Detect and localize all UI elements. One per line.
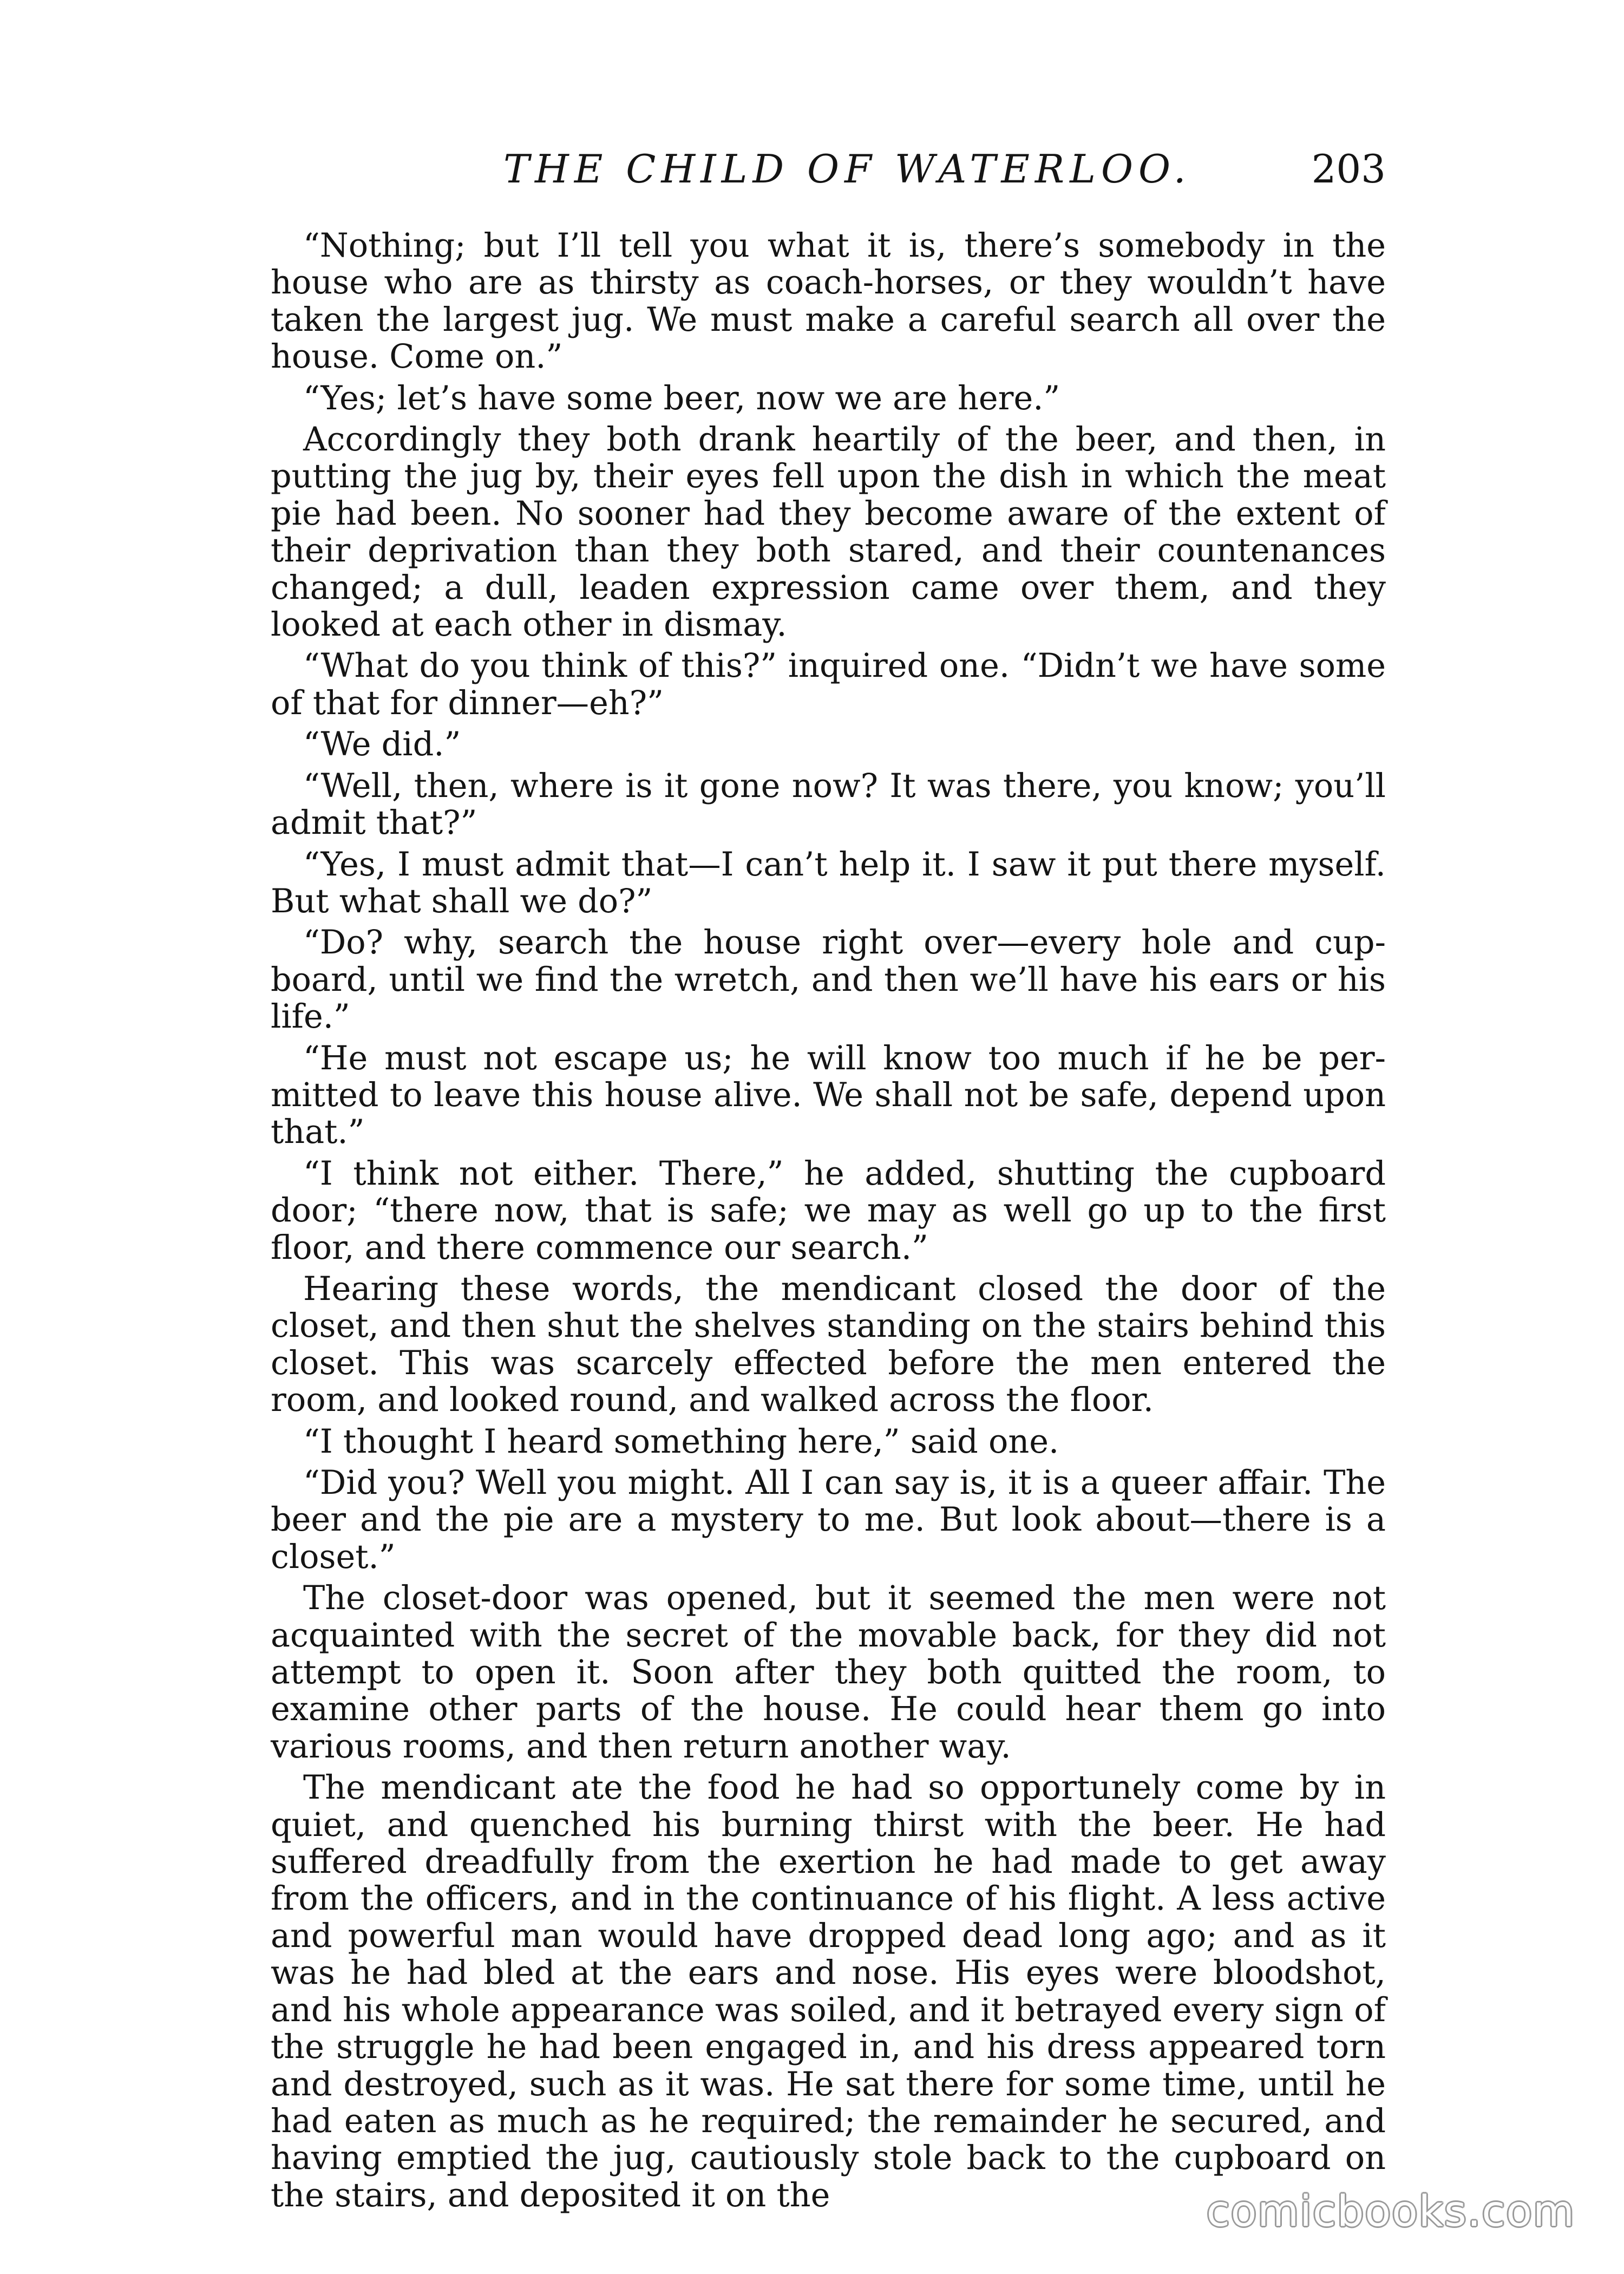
paragraph-5: “We did.” xyxy=(303,726,461,764)
paragraph-11: Hearing these words, the mendicant closed the door of the closet, and then shut the shelves standing on the stairs behind this closet. This was scarcely effected before the men entered the room, and looked round, and walked across the floor. xyxy=(271,1270,1386,1420)
running-title: THE CHILD OF WATERLOO. xyxy=(503,146,1191,192)
paragraph-12: “I thought I heard something here,” said one. xyxy=(303,1422,1059,1461)
paragraph-7: “Yes, I must admit that—I can’t help it. I saw it put there myself. But what shall we do?” xyxy=(271,845,1386,920)
paragraph-9: “He must not escape us; he will know too much if he be permitted to leave this house alive. We shall not be safe, depend upon that.” xyxy=(271,1039,1386,1152)
paragraph-1: “Nothing; but I’ll tell you what it is, there’s somebody in the house who are as thirsty as coach-horses, or they wouldn’t have taken the largest jug. We must make a careful search all over the house. Come on.” xyxy=(271,227,1386,376)
page-number: 203 xyxy=(1311,146,1386,192)
paragraph-3: Accordingly they both drank heartily of the beer, and then, in putting the jug by, their eyes fell upon the dish in which the meat pie had been. No sooner had they become aware of the extent of their deprivation than they both stared, and their countenances changed; a dull, leaden expression came over them, and they looked at each other in dismay. xyxy=(271,421,1386,644)
body-text xyxy=(271,227,1386,2214)
paragraph-13: “Did you? Well you might. All I can say is, it is a queer affair. The beer and the pie are a mystery to me. But look about—there is a closet.” xyxy=(271,1464,1386,1576)
paragraph-2: “Yes; let’s have some beer, now we are here.” xyxy=(303,379,1060,417)
paragraph-10: “I think not either. There,” he added, shutting the cupboard door; “there now, that is safe; we may as well go up to the first floor, and there commence our search.” xyxy=(271,1154,1386,1267)
running-head xyxy=(271,146,1386,195)
paragraph-14: The closet-door was opened, but it seemed the men were not acquainted with the secret of the movable back, for they did not attempt to open it. Soon after they both quitted the room, to examine other parts of the house. He could hear them go into various rooms, and then return another way. xyxy=(271,1579,1386,1766)
watermark: comicbooks.com xyxy=(1206,2187,1575,2236)
paragraph-4: “What do you think of this?” inquired one. “Didn’t we have some of that for dinner—eh?” xyxy=(271,647,1386,722)
paragraph-15: The mendicant ate the food he had so opportunely come by in quiet, and quenched his burning thirst with the beer. He had suffered dreadfully from the exertion he had made to get away from the officers, and in the continuance of his flight. A less active and powerful man would have dropped dead long ago; and as it was he had bled at the ears and nose. His eyes were bloodshot, and his whole appearance was soiled, and it betrayed every sign of the struggle he had been engaged in, and his dress appeared torn and destroyed, such as it was. He sat there for some time, until he had eaten as much as he required; the remainder he secured, and having emptied the jug, cautiously stole back to the cupboard on the stairs, and deposited it on the xyxy=(271,1769,1386,2214)
paragraph-6: “Well, then, where is it gone now? It was there, you know; you’ll admit that?” xyxy=(271,767,1386,842)
paragraph-8: “Do? why, search the house right over—every hole and cupboard, until we find the wretch, and then we’ll have his ears or his life.” xyxy=(271,924,1386,1036)
